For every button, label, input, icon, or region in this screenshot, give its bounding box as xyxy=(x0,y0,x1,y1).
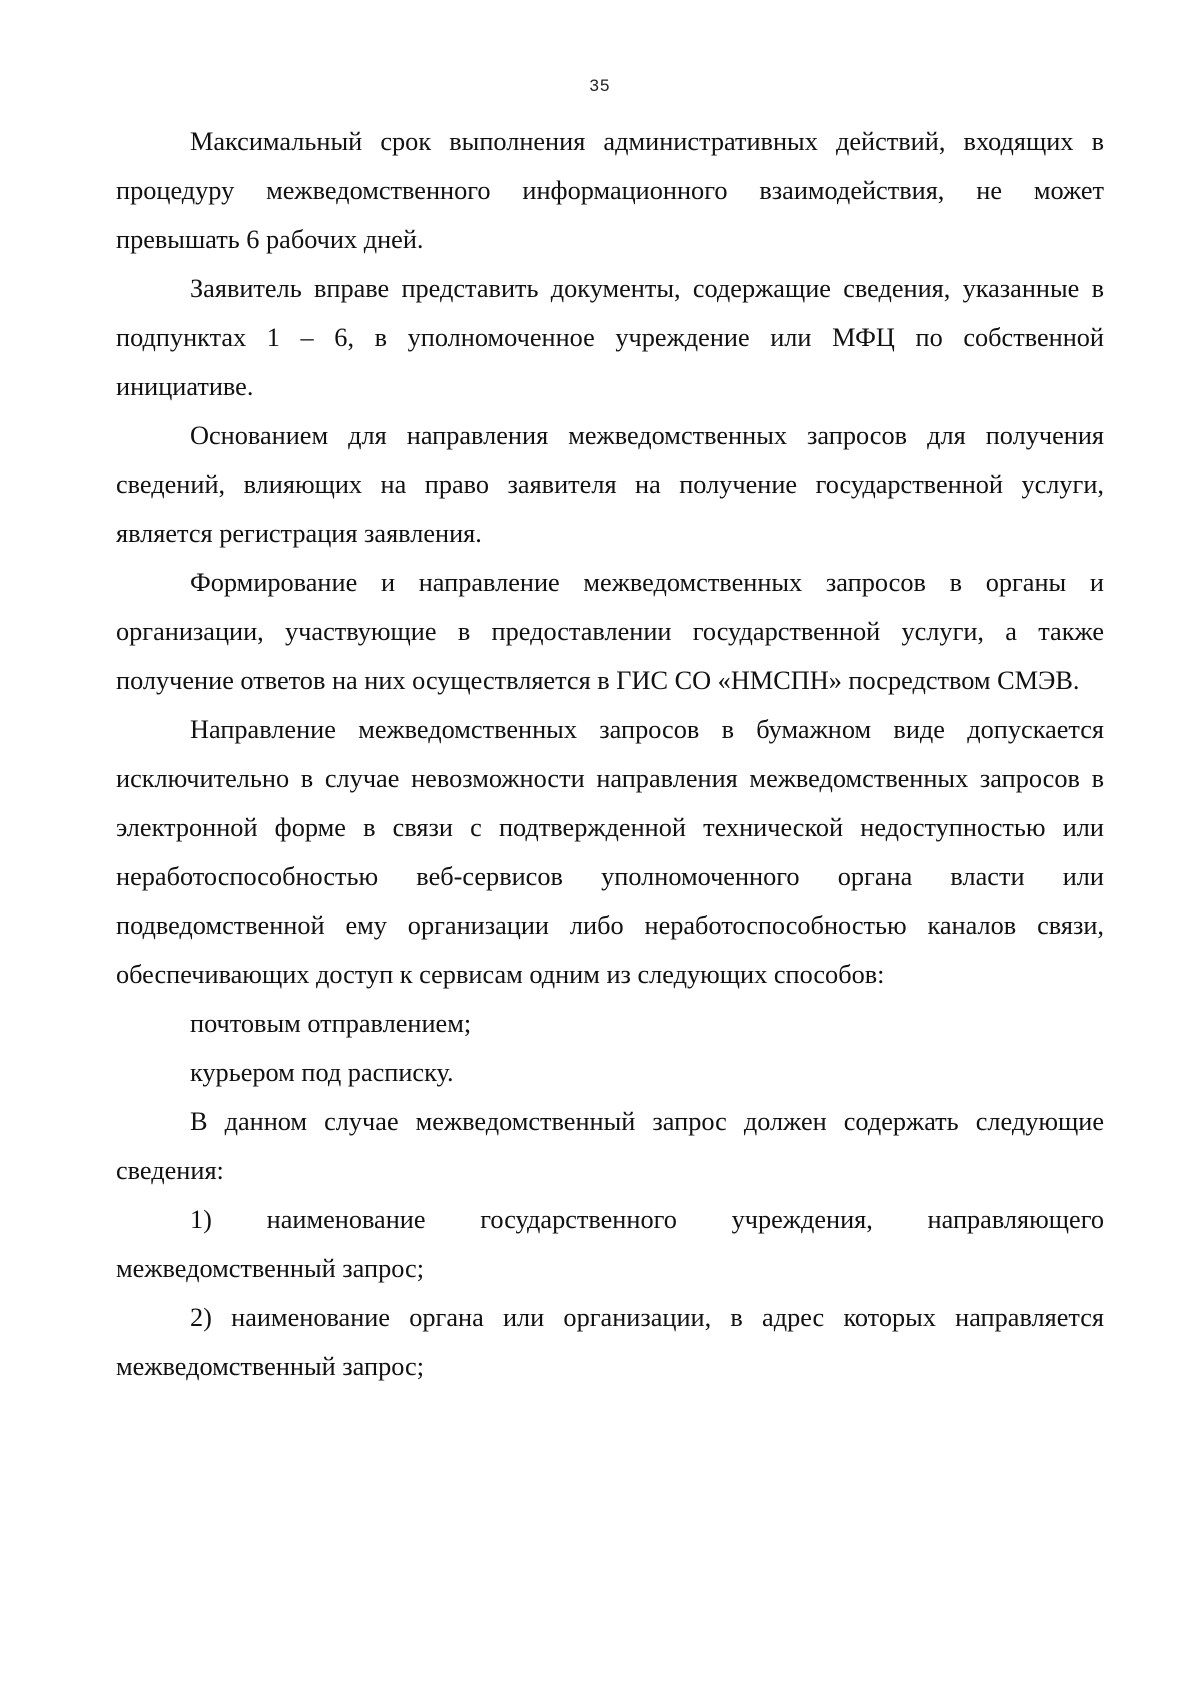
paragraph-paper-requests: Направление межведомственных запросов в бумажном виде допускается исключительно в случае невозможности направления межведомственных запросов в электронной форме в связи с подтвержденной технической недоступностью или неработоспособностью веб-сервисов уполномоченного органа власти или подведомственной ему организации либо неработоспособностью каналов связи, обеспечивающих доступ к сервисам одним из следующих способов: xyxy=(116,715,1104,989)
paragraph-request-contents: В данном случае межведомственный запрос должен содержать следующие сведения: xyxy=(116,1107,1104,1185)
list-item-postal: почтовым отправлением; xyxy=(190,1009,472,1038)
document-body xyxy=(116,117,1104,1391)
paragraph-applicant-right: Заявитель вправе представить документы, содержащие сведения, указанные в подпунктах 1 – 6, в уполномоченное учреждение или МФЦ по собственной инициативе. xyxy=(116,274,1104,401)
list-item-courier: курьером под расписку. xyxy=(190,1058,454,1087)
list-item-1: 1) наименование государственного учреждения, направляющего межведомственный запрос; xyxy=(116,1205,1104,1283)
paragraph-forming-requests: Формирование и направление межведомственных запросов в органы и организации, участвующие в предоставлении государственной услуги, а также получение ответов на них осуществляется в ГИС СО «НМСПН» посредством СМЭВ. xyxy=(116,568,1104,695)
page-number: 35 xyxy=(589,76,611,95)
paragraph-grounds: Основанием для направления межведомственных запросов для получения сведений, влияющих на право заявителя на получение государственной услуги, является регистрация заявления. xyxy=(116,421,1104,548)
list-item-2: 2) наименование органа или организации, в адрес которых направляется межведомственный запрос; xyxy=(116,1303,1104,1381)
paragraph-max-term: Максимальный срок выполнения административных действий, входящих в процедуру межведомственного информационного взаимодействия, не может превышать 6 рабочих дней. xyxy=(116,127,1104,254)
